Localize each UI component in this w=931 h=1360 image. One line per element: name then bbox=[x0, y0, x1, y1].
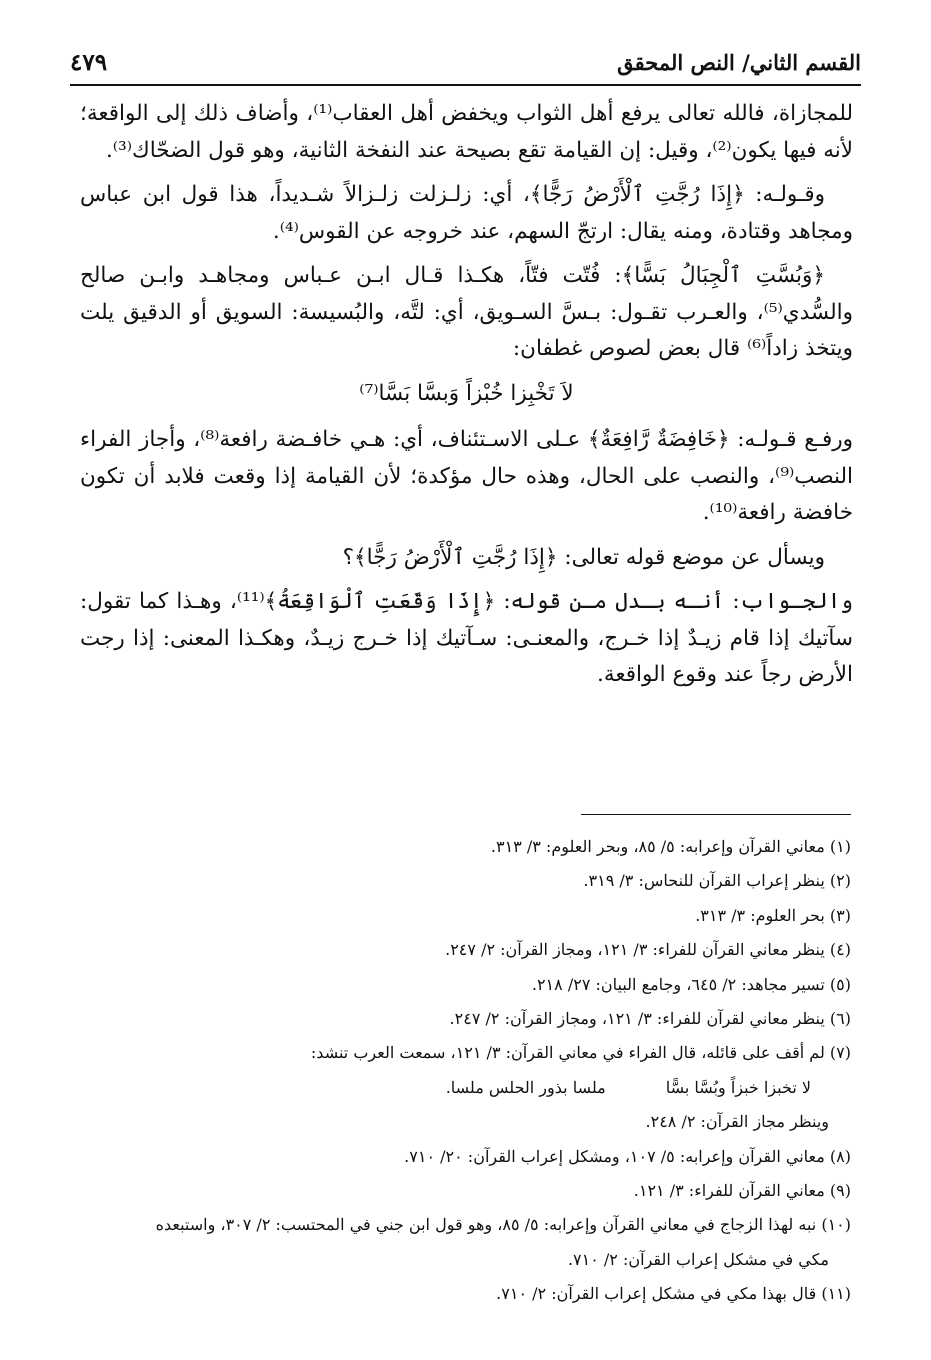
footnote-8: (٨) معاني القرآن وإعرابه: ٥/ ١٠٧، ومشكل إعراب القرآن: ٢٠/ ٧١٠. bbox=[404, 1146, 851, 1166]
paragraph-2: وقـولـه: ﴿إِذَا رُجَّتِ ٱلْأَرْضُ رَجًّا﴾، أي: زلـزلت زلـزالاً شـديداً، هذا قول ابن عباس ومجاهد وقتادة، ومنه يقال: ارتجّ السهم، عند خروجه عن القوس⁽⁴⁾. bbox=[80, 182, 853, 244]
footnote-7-poem bbox=[80, 1071, 851, 1105]
footnote-4: (٤) ينظر معاني القرآن للفراء: ٣/ ١٢١، ومجاز القرآن: ٢/ ٢٤٧. bbox=[445, 940, 851, 960]
footnote-7: (٧) لم أقف على قائله، قال الفراء في معاني القرآن: ٣/ ١٢١، سمعت العرب تنشد: bbox=[310, 1043, 851, 1063]
paragraph-5: ويسأل عن موضع قوله تعالى: ﴿إِذَا رُجَّتِ ٱلْأَرْضُ رَجًّا﴾؟ bbox=[342, 544, 825, 570]
footnote-9: (٩) معاني القرآن للفراء: ٣/ ١٢١. bbox=[633, 1181, 851, 1201]
verse-line: لاَ تَخْبِزا خُبْزاً وَبسَّا بَسَّا⁽⁷⁾ bbox=[359, 380, 574, 406]
footnote-3: (٣) بحر العلوم: ٣/ ٣١٣. bbox=[695, 905, 851, 925]
paragraph-1: للمجازاة، فالله تعالى يرفع أهل الثواب ويخفض أهل العقاب⁽¹⁾، وأضاف ذلك إلى الواقعة؛ لأنه فيها يكون⁽²⁾، وقيل: إن القيامة تقع بصيحة عند النفخة الثانية، وهو قول الضحّاك⁽³⁾. bbox=[80, 101, 853, 163]
footnote-10: (١٠) نبه لهذا الزجاج في معاني القرآن وإعرابه: ٥/ ٨٥، وهو قول ابن جني في المحتسب: ٢/ ٣٠٧، واستبعده bbox=[155, 1215, 851, 1235]
footnote-6: (٦) ينظر معاني لقرآن للفراء: ٣/ ١٢١، ومجاز القرآن: ٢/ ٢٤٧. bbox=[449, 1009, 851, 1029]
footnote-7-reference: وينظر مجاز القرآن: ٢/ ٢٤٨. bbox=[645, 1112, 829, 1132]
footnote-5: (٥) تسير مجاهد: ٢/ ٦٤٥، وجامع البيان: ٢٧/ ٢١٨. bbox=[531, 974, 851, 994]
running-title: القسم الثاني/ النص المحقق bbox=[617, 49, 861, 75]
page-header bbox=[70, 40, 861, 86]
footnote-11: (١١) قال بهذا مكي في مشكل إعراب القرآن: ٢/ ٧١٠. bbox=[496, 1284, 851, 1304]
paragraph-6: والجـواب: أنـه بـدل مـن قوله: ﴿إِذَا وَقَعَتِ ٱلْوَاقِعَةُ﴾⁽¹¹⁾، وهـذا كما تقول: سآتيك إذا قام زيـدٌ إذا خـرج، والمعنـى: سـآتيك إذا خـرج زيـدٌ، وهكـذا المعنى: إذا رجت الأرض رجاً عند وقوع الواقعة. bbox=[80, 589, 853, 687]
poem-hemistich-2: ملسا بذور الحلس ملسا. bbox=[445, 1077, 606, 1097]
paragraph-4: ورفـع قـولـه: ﴿خَافِضَةٌ رَّافِعَةٌ﴾ عـلى الاسـتئناف، أي: هـي خافـضة رافعة⁽⁸⁾، وأجاز الفراء النصب⁽⁹⁾، والنصب على الحال، وهذه حال مؤكدة؛ لأن القيامة إذا وقعت فلابد أن تكون خافضة رافعة⁽¹⁰⁾. bbox=[80, 427, 853, 525]
footnotes bbox=[80, 830, 851, 1312]
main-text bbox=[80, 96, 853, 702]
paragraph-3: ﴿وَبُسَّتِ ٱلْجِبَالُ بَسًّا﴾: فُتّت فتّاً، هكـذا قـال ابـن عـباس ومجاهـد وابـن صالح والسُّدي⁽⁵⁾، والعـرب تقـول: بـسَّ السـويق، أي: لتَّه، والبُسيسة: السويق أو الدقيق يلت ويتخذ زاداً⁽⁶⁾ قال بعض لصوص غطفان: bbox=[80, 263, 853, 361]
poem-hemistich-1: لا تخبزا خبزاً وبُسَّا بسًّا bbox=[665, 1077, 811, 1097]
footnote-separator bbox=[581, 814, 851, 815]
footnote-2: (٢) ينظر إعراب القرآن للنحاس: ٣/ ٣١٩. bbox=[583, 871, 851, 891]
footnote-1: (١) معاني القرآن وإعرابه: ٥/ ٨٥، وبحر العلوم: ٣/ ٣١٣. bbox=[490, 837, 851, 856]
page-number: ٤٧٩ bbox=[70, 48, 108, 76]
footnote-10-continued: مكي في مشكل إعراب القرآن: ٢/ ٧١٠. bbox=[567, 1249, 829, 1269]
